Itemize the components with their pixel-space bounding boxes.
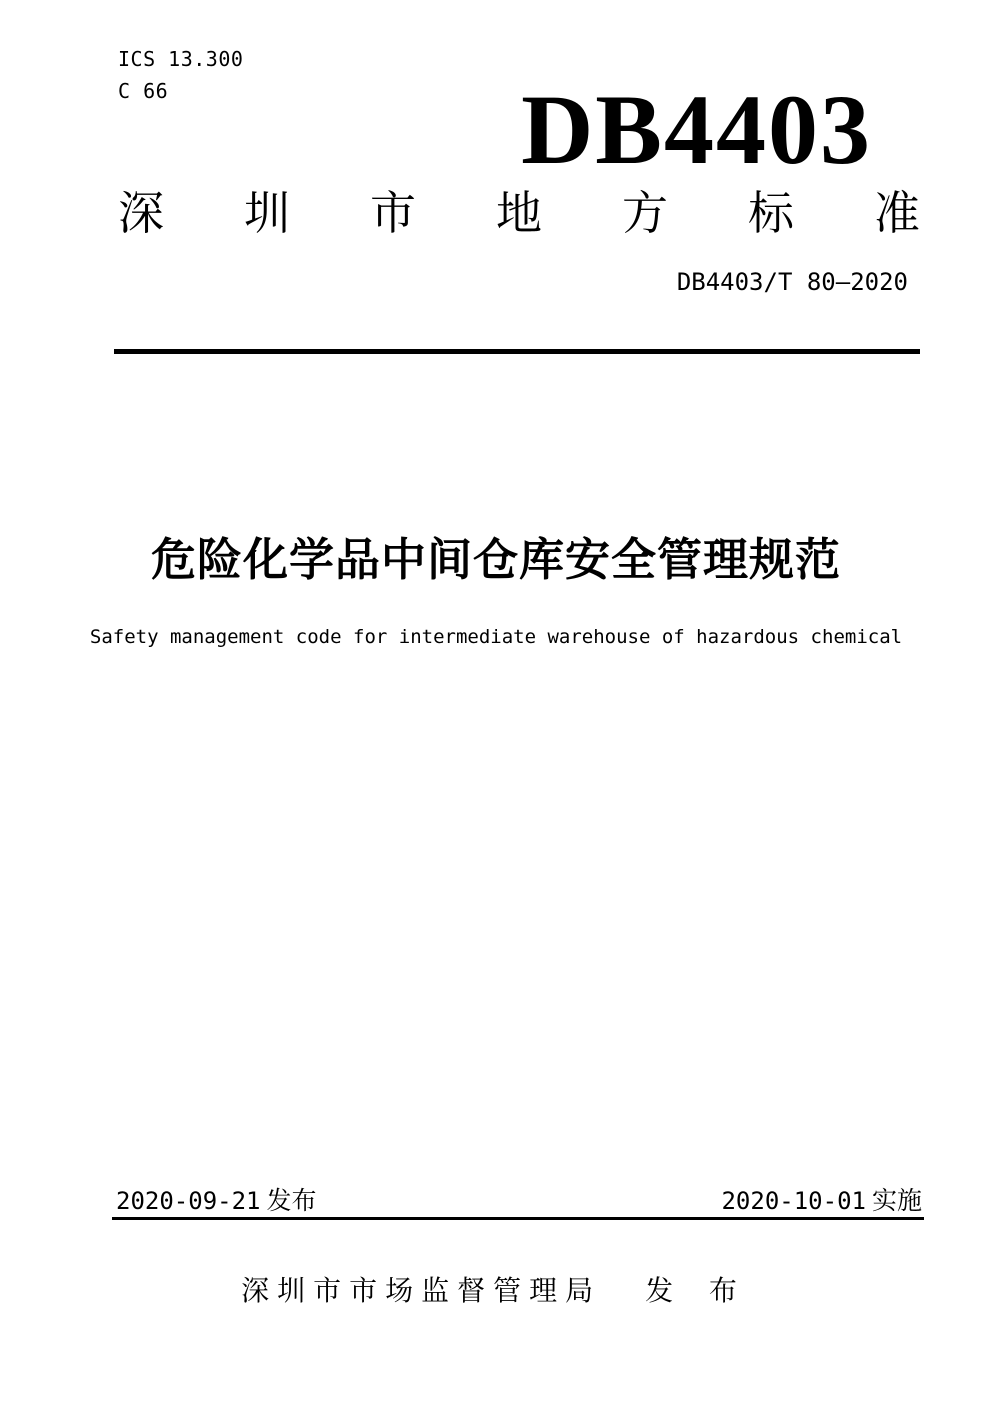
standard-name-char: 地 [496, 187, 542, 239]
footer-divider-rule [112, 1217, 924, 1220]
standard-body-code: DB4403 [521, 74, 872, 185]
implement-label: 实施 [871, 1187, 922, 1215]
standard-name-char: 深 [118, 187, 164, 239]
issue-date: 2020-09-21 [116, 1187, 261, 1215]
publish-label: 发 布 [645, 1275, 751, 1306]
dates-row [116, 1186, 922, 1216]
publisher-row [0, 1274, 992, 1308]
category-code: C 66 [118, 79, 169, 103]
standard-name-char: 圳 [244, 187, 290, 239]
standard-name-char: 标 [748, 187, 794, 239]
standard-name [118, 187, 920, 239]
issue-label: 发布 [266, 1187, 317, 1215]
issue-date-group [116, 1186, 317, 1216]
ics-code: ICS 13.300 [118, 47, 244, 71]
header-divider-rule [114, 349, 920, 354]
title-chinese: 危险化学品中间仓库安全管理规范 [150, 534, 841, 585]
implement-date: 2020-10-01 [721, 1187, 866, 1215]
implement-date-group [721, 1186, 922, 1216]
title-english: Safety management code for intermediate warehouse of hazardous chemical [89, 626, 903, 648]
standard-name-char: 市 [370, 187, 416, 239]
standard-name-char: 方 [622, 187, 668, 239]
document-number: DB4403/T 80—2020 [676, 268, 908, 296]
standard-name-char: 准 [874, 187, 920, 239]
publisher-name: 深圳市市场监督管理局 [241, 1275, 602, 1306]
